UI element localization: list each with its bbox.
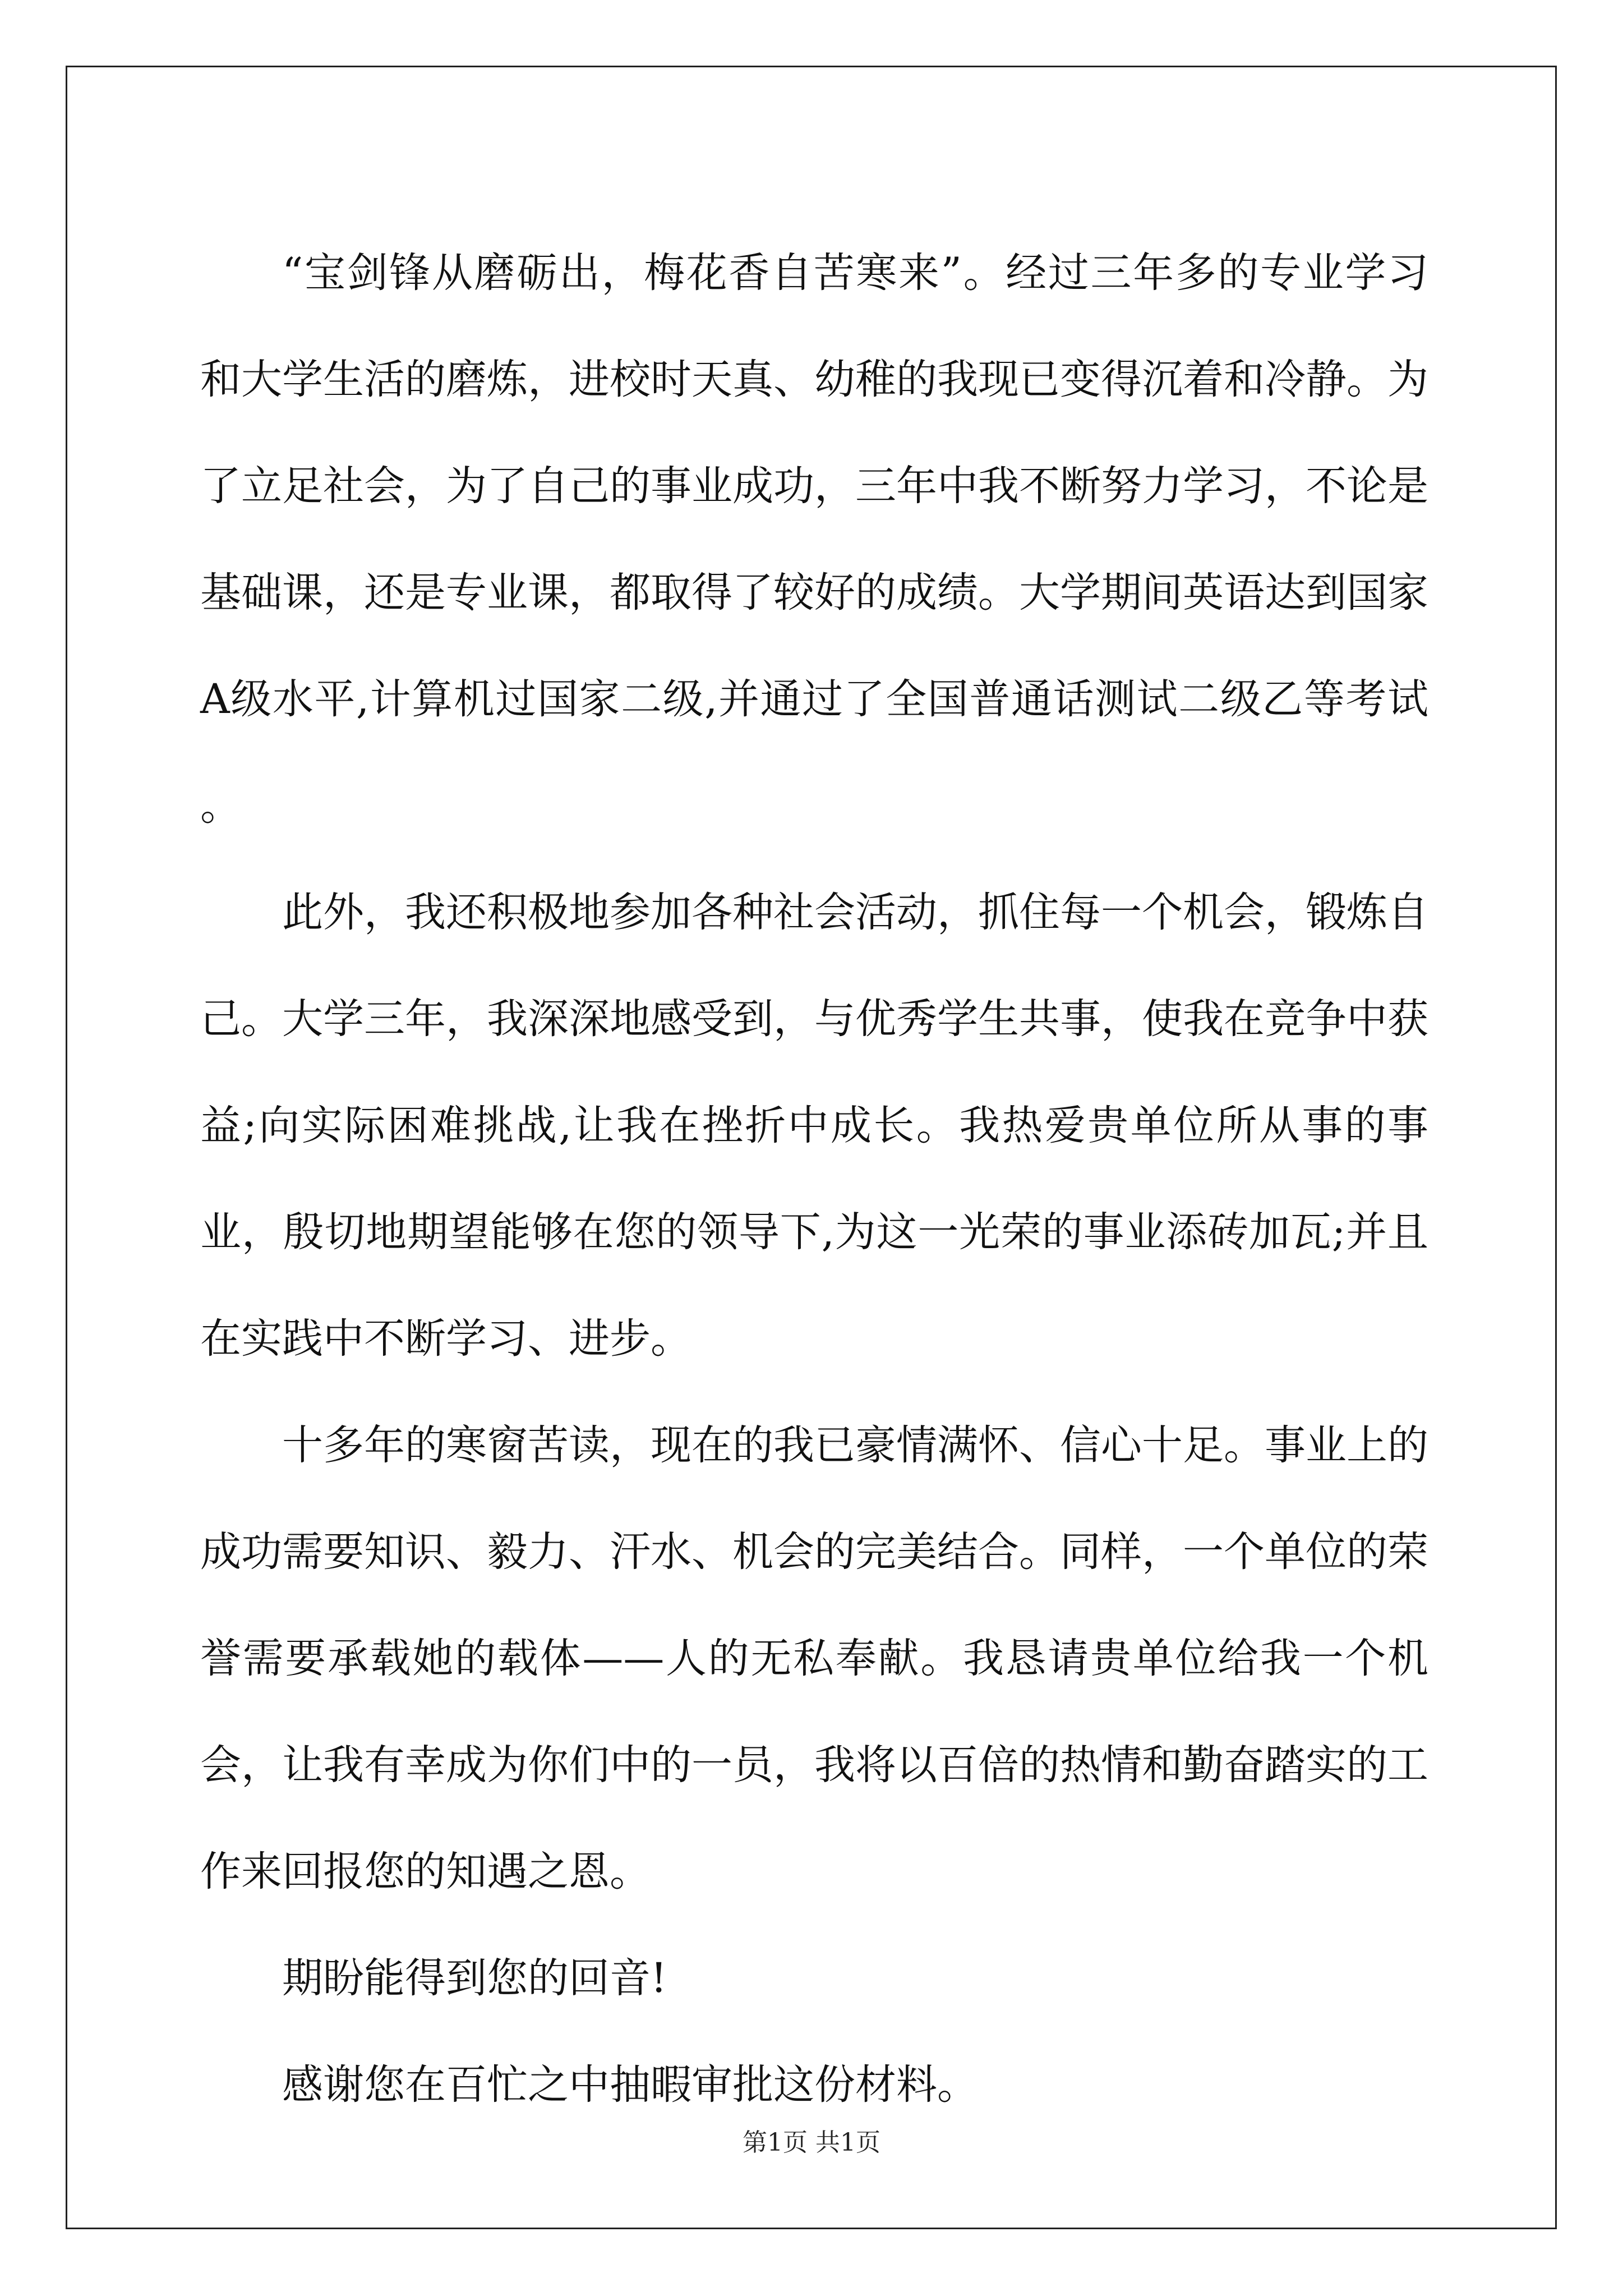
paragraph-1: “宝剑锋从磨砺出，梅花香自苦寒来”。经过三年多的专业学习和大学生活的磨炼，进校时天真、幼稚的我现已变得沉着和冷静。为了立足社会，为了自己的事业成功，三年中我不断努力学习，不论是基础课，还是专业课，都取得了较好的成绩。大学期间英语达到国家A级水平,计算机过国家二级,并通过了全国普通话测试二级乙等考试 。	[200, 249, 1428, 830]
page-number-footer: 第1页 共1页	[743, 2128, 880, 2157]
letter-body	[200, 220, 1428, 2138]
paragraph-2: 此外，我还积极地参加各种社会活动，抓住每一个机会，锻炼自己。大学三年，我深深地感受到，与优秀学生共事，使我在竞争中获益;向实际困难挑战,让我在挫折中成长。我热爱贵单位所从事的事业，殷切地期望能够在您的领导下,为这一光荣的事业添砖加瓦;并且在实践中不断学习、进步。	[200, 889, 1428, 1363]
paragraph-4: 期盼能得到您的回音!	[282, 1954, 667, 2002]
paragraph-5: 感谢您在百忙之中抽暇审批这份材料。	[282, 2061, 978, 2109]
paragraph-3: 十多年的寒窗苦读，现在的我已豪情满怀、信心十足。事业上的成功需要知识、毅力、汗水、机会的完美结合。同样，一个单位的荣誉需要承载她的载体——人的无私奉献。我恳请贵单位给我一个机会，让我有幸成为你们中的一员，我将以百倍的热情和勤奋踏实的工作来回报您的知遇之恩。	[200, 1421, 1428, 1895]
